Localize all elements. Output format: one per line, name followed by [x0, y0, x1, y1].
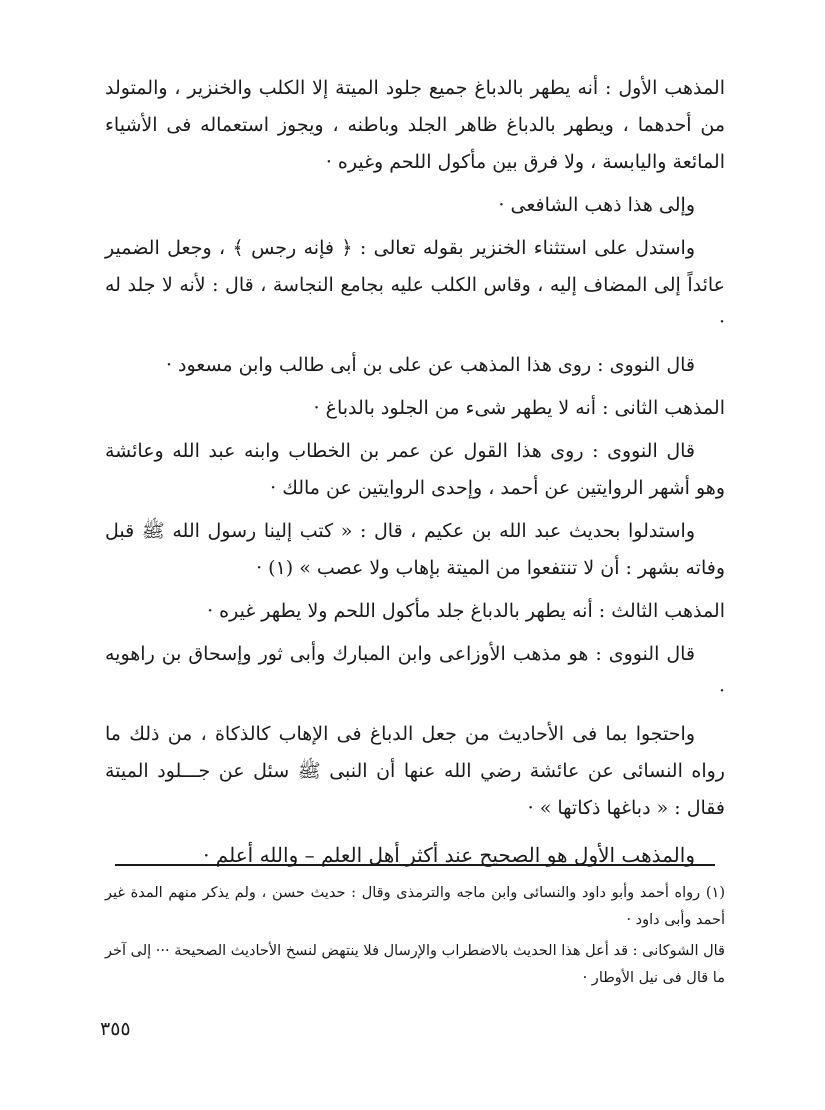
paragraph-evidence-1: واستدل على استثناء الخنزير بقوله تعالى : ﴿ فإنه رجس ﴾ ، وجعل الضمير عائداً إلى المضاف إليه ، وقاس الكلب عليه بجامع النجاسة ، قال : لأنه لا جلد له ·	[105, 237, 725, 333]
paragraph-nawawi-1: قال النووى : روى هذا المذهب عن على بن أبى طالب وابن مسعود ·	[165, 354, 695, 376]
paragraph-madhab-2: المذهب الثانى : أنه لا يطهر شىء من الجلود بالدباغ ·	[313, 397, 725, 419]
paragraph-madhab-3: المذهب الثالث : أنه يطهر بالدباغ جلد مأكول اللحم ولا يطهر غيره ·	[207, 600, 725, 622]
footnote-2: قال الشوكانى : قد أعل هذا الحديث بالاضطراب والإرسال فلا ينتهض لنسخ الأحاديث الصحيحة ··· إلى آخر ما قال فى نيل الأوطار ·	[105, 943, 725, 986]
closing-statement: والمذهب الأول هو الصحيح عند أكثر أهل العلم – والله أعلم ·	[203, 843, 695, 867]
page-number: ٣٥٥	[100, 1018, 131, 1040]
footnotes	[105, 880, 725, 996]
paragraph-madhab-1: المذهب الأول : أنه يطهر بالدباغ جميع جلود الميتة إلا الكلب والخنزير ، والمتولد من أحدهما ، ويطهر بالدباغ ظاهر الجلد وباطنه ، ويجوز استعماله فى الأشياء المائعة واليابسة ، ولا فرق بين مأكول اللحم وغيره ·	[105, 77, 725, 173]
paragraph-evidence-2: واستدلوا بحديث عبد الله بن عكيم ، قال : « كتب إلينا رسول الله ﷺ قبل وفاته بشهر : أن لا تنتفعوا من الميتة بإهاب ولا عصب » (١) ·	[105, 520, 725, 579]
paragraph-nawawi-2: قال النووى : روى هذا القول عن عمر بن الخطاب وابنه عبد الله وعائشة وهو أشهر الروايتين عن أحمد ، وإحدى الروايتين عن مالك ·	[105, 440, 725, 499]
paragraph-nawawi-3: قال النووى : هو مذهب الأوزاعى وابن المبارك وأبى ثور وإسحاق بن راهويه ·	[105, 643, 725, 702]
main-text	[105, 70, 725, 880]
paragraph-shafii: وإلى هذا ذهب الشافعى ·	[498, 194, 695, 216]
footnote-1: (١) رواه أحمد وأبو داود والنسائى وابن ماجه والترمذى وقال : حديث حسن ، ولم يذكر منهم المدة غير أحمد وأبى داود ·	[105, 885, 725, 928]
footnote-divider	[115, 864, 715, 866]
paragraph-evidence-3: واحتجوا بما فى الأحاديث من جعل الدباغ فى الإهاب كالذكاة ، من ذلك ما رواه النسائى عن عائشة رضي الله عنها أن النبى ﷺ سئل عن جـــلود الميتة فقال : « دباغها ذكاتها » ·	[105, 723, 725, 819]
